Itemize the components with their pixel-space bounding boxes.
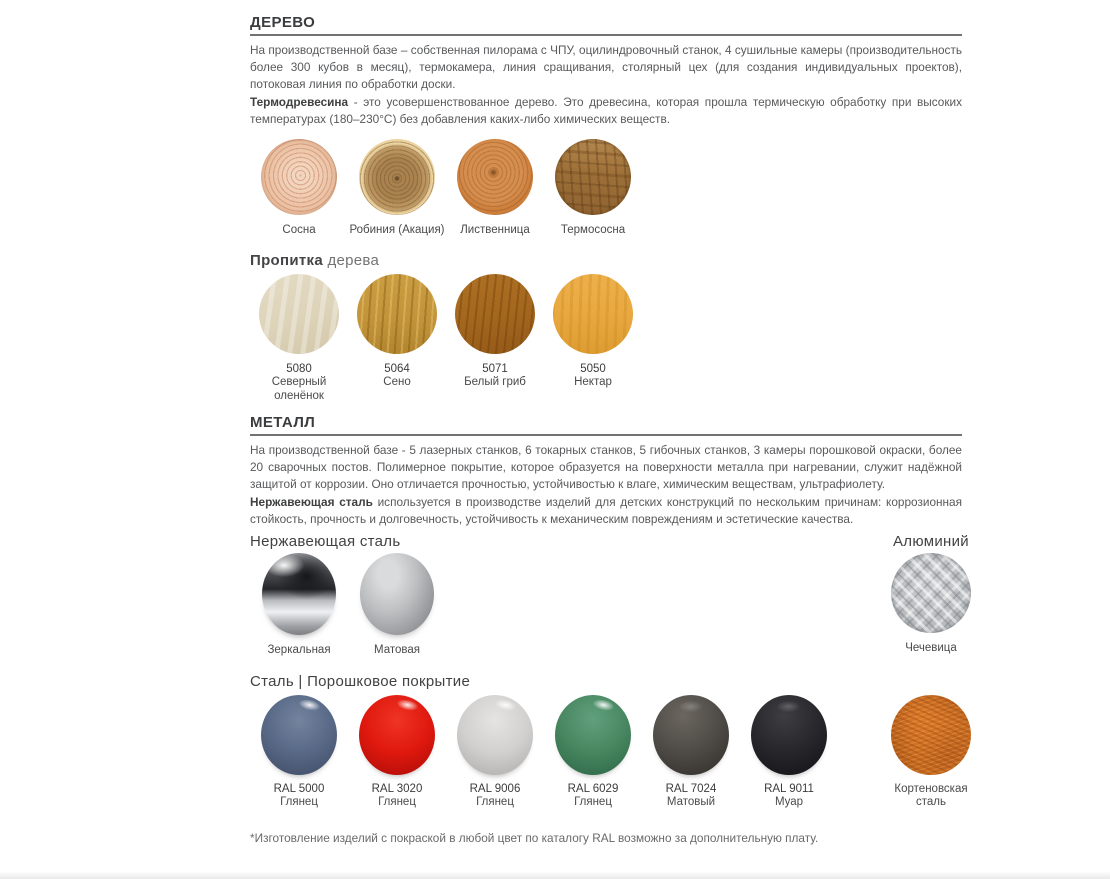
ral9006-swatch <box>457 695 533 775</box>
larch-swatch <box>457 139 533 215</box>
ral5000-label: RAL 5000 Глянец <box>273 782 325 809</box>
aluminum-title: Алюминий <box>893 533 969 551</box>
pine-swatch <box>261 139 337 215</box>
impregnation-5064-swatch <box>357 274 437 354</box>
ral9011-label: RAL 9011 Муар <box>764 782 814 809</box>
powder-ral3020 <box>348 695 446 810</box>
impregnation-5071-label: 5071 Белый гриб <box>464 362 526 389</box>
page-bottom-edge <box>0 871 1110 879</box>
wood-type-robinia <box>348 139 446 238</box>
aluminum-lentil <box>882 553 980 656</box>
impregnation-title: Пропитка дерева <box>250 251 380 269</box>
powder-ral6029 <box>544 695 642 810</box>
stainless-description: используется в производстве изделий для детских конструкций по нескольким причинам: коррозионная стойкость, прочность и долговечность, устойчивость к механическим повреждениям и эстетические качества. <box>250 494 963 526</box>
powder-ral7024 <box>642 695 740 810</box>
powder-coating-title: Сталь | Порошковое покрытие <box>250 672 471 690</box>
stainless-matte <box>348 553 446 658</box>
ral6029-swatch <box>555 695 631 775</box>
wood-paragraph-2 <box>250 94 962 128</box>
corten-steel-swatch <box>891 695 971 775</box>
ral6029-label: RAL 6029 Глянец <box>567 782 619 809</box>
powder-corten <box>882 695 980 810</box>
ral3020-label: RAL 3020 Глянец <box>371 782 423 809</box>
stainless-title: Нержавеющая сталь <box>250 533 401 551</box>
metal-section-divider <box>250 434 962 436</box>
powder-ral9011 <box>740 695 838 810</box>
metal-paragraph-1: На производственной базе - 5 лазерных станков, 6 токарных станков, 5 гибочных станков, 3 камеры порошковой окраски, более 20 сварочных постов. Полимерное покрытие, которое образуется на поверхности металла при нагревании, служит надёжной защитой от коррозии. Оно отличается прочностью, устойчивостью к влаге, химическим веществам, ультрафиолету. <box>250 443 962 492</box>
thermopine-swatch <box>555 139 631 215</box>
ral9006-label: RAL 9006 Глянец <box>469 782 521 809</box>
wood-section-divider <box>250 34 962 36</box>
mirror-steel-swatch <box>262 553 336 635</box>
ral7024-swatch <box>653 695 729 775</box>
impregnation-5050 <box>544 274 642 390</box>
powder-coating-row <box>250 695 980 810</box>
wood-type-thermopine <box>544 139 642 238</box>
ral3020-swatch <box>359 695 435 775</box>
impregnation-5064-label: 5064 Сено <box>383 362 411 389</box>
wood-type-larch <box>446 139 544 238</box>
impregnation-5071-swatch <box>455 274 535 354</box>
impregnation-5064 <box>348 274 446 390</box>
metal-paragraph-2 <box>250 494 962 528</box>
page-content <box>250 0 980 845</box>
ral9011-swatch <box>751 695 827 775</box>
corten-steel-label: Кортеновская сталь <box>894 782 968 809</box>
ral-footnote: *Изготовление изделий с покраской в любой цвет по каталогу RAL возможно за дополнительную плату. <box>250 830 819 845</box>
larch-label: Лиственница <box>460 224 530 237</box>
ral5000-swatch <box>261 695 337 775</box>
wood-paragraph-1: На производственной базе – собственная пилорама с ЧПУ, оцилиндровочный станок, 4 сушильные камеры (производительность более 300 кубов в месяц), термокамера, линия сращивания, столярный цех (для создания индивидуальных проектов), потоковая линия по обработки доски. <box>250 43 962 92</box>
impregnation-5080-label: 5080 Северный оленёнок <box>271 362 327 402</box>
stainless-aluminum-headings <box>250 533 980 550</box>
metal-section-title: МЕТАЛЛ <box>250 414 316 432</box>
matte-steel-label: Матовая <box>374 644 420 657</box>
wood-type-pine <box>250 139 348 238</box>
impregnation-5050-swatch <box>553 274 633 354</box>
diamond-plate-swatch <box>891 553 971 633</box>
mirror-steel-label: Зеркальная <box>267 644 331 657</box>
stainless-term: Нержавеющая сталь <box>250 494 373 509</box>
wood-section-title: ДЕРЕВО <box>250 14 316 31</box>
ral7024-label: RAL 7024 Матовый <box>665 782 717 809</box>
impregnation-5080 <box>250 274 348 404</box>
powder-ral9006 <box>446 695 544 810</box>
diamond-plate-label: Чечевица <box>905 642 957 655</box>
robinia-swatch <box>359 139 435 215</box>
stainless-row <box>250 553 980 658</box>
thermowood-term: Термодревесина <box>250 94 349 109</box>
matte-steel-swatch <box>360 553 434 635</box>
thermopine-label: Термососна <box>560 224 626 237</box>
impregnation-5050-label: 5050 Нектар <box>574 362 612 389</box>
pine-label: Сосна <box>282 224 316 237</box>
impregnation-5071 <box>446 274 544 390</box>
impregnation-5080-swatch <box>259 274 339 354</box>
powder-ral5000 <box>250 695 348 810</box>
robinia-label: Робиния (Акация) <box>349 224 445 237</box>
thermowood-description: - это усовершенствованное дерево. Это древесина, которая прошла термическую обработку при высоких температурах (180–230°С) без добавления каких-либо химических веществ. <box>250 94 962 126</box>
stainless-mirror <box>250 553 348 658</box>
wood-types-row <box>250 139 980 238</box>
impregnation-row <box>250 274 980 404</box>
